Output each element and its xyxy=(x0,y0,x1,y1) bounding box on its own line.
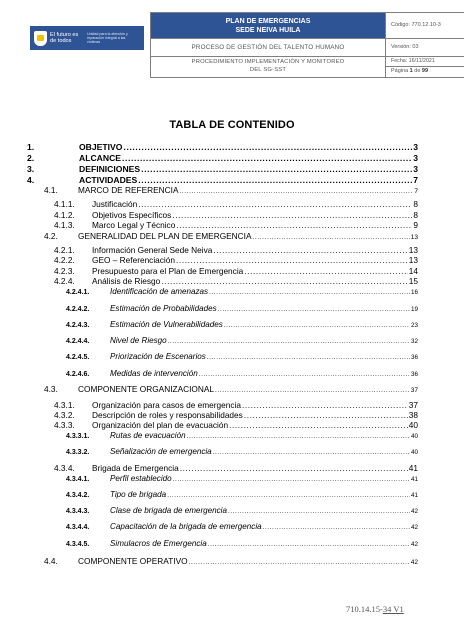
toc-entry[interactable] xyxy=(27,142,418,153)
toc-entry-number: 4.2.1. xyxy=(54,245,75,255)
toc-entry-number: 4.2.4.3. xyxy=(66,322,90,329)
page-of: de xyxy=(414,68,421,74)
toc-entry-number: 4.3.4.4. xyxy=(66,524,90,531)
toc-entry-title: COMPONENTE ORGANIZACIONAL xyxy=(78,384,214,394)
procedure-name xyxy=(150,57,386,78)
toc-leader xyxy=(176,220,412,230)
toc-entry-number: 4.3.3. xyxy=(54,420,75,430)
toc-entry[interactable] xyxy=(44,384,418,395)
toc-entry[interactable] xyxy=(66,431,418,442)
toc-leader xyxy=(208,541,410,548)
toc-entry-title: Estimación de Vulnerabilidades xyxy=(110,320,223,329)
toc-entry[interactable] xyxy=(66,490,418,501)
toc-entry-number: 4.3.4.5. xyxy=(66,541,90,548)
toc-leader xyxy=(253,234,410,241)
footer-code-prefix: 710.14.15- xyxy=(346,604,383,614)
toc-entry-number: 4.3.1. xyxy=(54,400,75,410)
toc-title: TABLA DE CONTENIDO xyxy=(169,119,295,131)
toc-entry-page: 41 xyxy=(410,492,418,499)
toc-entry-number: 4.4. xyxy=(44,556,58,566)
toc-entry-page: 36 xyxy=(410,371,418,378)
toc-leader xyxy=(213,245,407,255)
toc-entry-page: 36 xyxy=(410,354,418,361)
toc-entry-number: 4.3.4.2. xyxy=(66,492,90,499)
toc-leader xyxy=(180,463,408,473)
toc-entry-number: 4.2.4.2. xyxy=(66,306,90,313)
toc-entry[interactable] xyxy=(66,287,418,298)
toc-entry-number: 3. xyxy=(27,164,35,174)
toc-entry-page: 42 xyxy=(410,541,418,548)
toc-entry-page: 13 xyxy=(408,245,418,255)
toc-entry-page: 41 xyxy=(408,463,418,473)
toc-entry-number: 4.3.3.2. xyxy=(66,449,90,456)
toc-entry-title: MARCO DE REFERENCIA xyxy=(78,185,179,195)
toc-leader xyxy=(229,420,408,430)
toc-entry-title: Brigada de Emergencia xyxy=(92,463,179,473)
toc-entry-number: 4.2.2. xyxy=(54,255,75,265)
toc-entry-number: 4.3.4.3. xyxy=(66,508,90,515)
toc-entry-number: 4.2.4.4. xyxy=(66,338,90,345)
toc-entry[interactable] xyxy=(27,153,418,164)
toc-entry[interactable] xyxy=(27,164,418,175)
toc-leader xyxy=(122,153,412,163)
toc-entry-number: 4.1.1. xyxy=(54,199,75,209)
toc-entry-title: Organización del plan de evacuación xyxy=(92,420,229,430)
toc-entry-title: Identificación de amenazas xyxy=(110,287,209,296)
toc-leader xyxy=(173,476,410,483)
toc-entry-page: 41 xyxy=(410,476,418,483)
toc-entry-page: 19 xyxy=(410,306,418,313)
toc-entry-page: 40 xyxy=(408,420,418,430)
toc-entry[interactable] xyxy=(66,506,418,517)
toc-leader xyxy=(187,433,410,440)
toc-entry-page: 3 xyxy=(413,153,418,163)
toc-leader xyxy=(244,266,407,276)
toc-entry-page: 42 xyxy=(410,524,418,531)
toc-entry[interactable] xyxy=(66,539,418,550)
coat-of-arms-icon xyxy=(34,31,47,46)
toc-entry-page: 3 xyxy=(413,142,418,152)
toc-entry-page: 13 xyxy=(410,234,418,241)
toc-entry-number: 4.2.4.5. xyxy=(66,354,90,361)
toc-entry-page: 8 xyxy=(413,199,418,209)
toc-leader xyxy=(228,508,410,515)
toc-entry-number: 4.2.4.1. xyxy=(66,289,90,296)
toc-entry-title: OBJETIVO xyxy=(79,142,123,152)
toc-leader xyxy=(213,449,410,456)
toc-entry-number: 4.2.3. xyxy=(54,266,75,276)
toc-entry[interactable] xyxy=(44,185,418,196)
process-name: PROCESO DE GESTIÓN DEL TALENTO HUMANO xyxy=(150,39,386,57)
toc-entry-page: 40 xyxy=(410,433,418,440)
plan-title xyxy=(150,12,386,39)
toc-entry-page: 23 xyxy=(410,322,418,329)
toc-entry[interactable] xyxy=(54,220,418,231)
toc-leader xyxy=(176,255,408,265)
toc-entry[interactable] xyxy=(66,369,418,380)
toc-leader xyxy=(141,164,412,174)
toc-leader xyxy=(218,306,410,313)
toc-entry-title: DEFINICIONES xyxy=(79,164,141,174)
toc-leader xyxy=(215,387,410,394)
toc-entry-title: GENERALIDAD DEL PLAN DE EMERGENCIA xyxy=(78,231,252,241)
toc-entry-page: 9 xyxy=(413,220,418,230)
toc-leader xyxy=(224,322,410,329)
toc-entry-page: 42 xyxy=(410,508,418,515)
toc-entry-page: 7 xyxy=(413,175,418,185)
toc-leader xyxy=(180,188,414,195)
logo-cell xyxy=(24,12,150,78)
toc-entry-title: Organización para casos de emergencia xyxy=(92,400,241,410)
toc-entry-title: Simulacros de Emergencia xyxy=(110,539,207,548)
page-number: 1 xyxy=(409,68,413,74)
toc-entry[interactable] xyxy=(66,352,418,363)
toc-entry[interactable] xyxy=(44,231,418,242)
toc-entry-number: 4.3.3.1. xyxy=(66,433,90,440)
toc-entry-title: Objetivos Específicos xyxy=(92,210,172,220)
toc-entry[interactable] xyxy=(66,447,418,458)
toc-entry-page: 37 xyxy=(410,387,418,394)
toc-entry-page: 3 xyxy=(413,164,418,174)
toc-entry[interactable] xyxy=(44,556,418,567)
toc-entry-title: Rutas de evacuación xyxy=(110,431,186,440)
toc-entry[interactable] xyxy=(54,463,418,474)
plan-title-line1: PLAN DE EMERGENCIAS xyxy=(225,18,311,25)
toc-entry-page: 42 xyxy=(410,559,418,566)
toc-entry-page: 14 xyxy=(408,266,418,276)
toc-entry[interactable] xyxy=(54,199,418,210)
toc-entry-page: 8 xyxy=(413,210,418,220)
toc-entry[interactable] xyxy=(66,522,418,533)
toc-entry[interactable] xyxy=(54,276,418,287)
toc-entry-number: 4.1.3. xyxy=(54,220,75,230)
toc-leader xyxy=(138,199,412,209)
institution-logo xyxy=(30,26,144,50)
toc-entry-number: 4.3.2. xyxy=(54,410,75,420)
document-version: Versión: 03 xyxy=(386,39,464,57)
toc-leader xyxy=(161,276,408,286)
toc-leader xyxy=(263,524,410,531)
toc-entry-title: Análisis de Riesgo xyxy=(92,276,161,286)
toc-entry-page: 15 xyxy=(408,276,418,286)
toc-entry-number: 4.3. xyxy=(44,384,58,394)
toc-entry-title: Presupuesto para el Plan de Emergencia xyxy=(92,266,244,276)
toc-entry-page: 37 xyxy=(408,400,418,410)
document-footer-code xyxy=(346,604,404,614)
toc-entry-number: 4.2. xyxy=(44,231,58,241)
toc-leader xyxy=(172,210,412,220)
toc-entry-page: 40 xyxy=(410,449,418,456)
toc-entry-number: 4.2.4.6. xyxy=(66,371,90,378)
toc-leader xyxy=(209,289,410,296)
toc-entry[interactable] xyxy=(66,474,418,485)
toc-entry-page: 38 xyxy=(408,410,418,420)
toc-entry[interactable] xyxy=(66,304,418,315)
toc-entry-title: Tipo de brigada xyxy=(110,490,167,499)
page-label: Página xyxy=(391,68,409,74)
toc-entry-title: Descripción de roles y responsabilidades xyxy=(92,410,243,420)
toc-entry[interactable] xyxy=(66,320,418,331)
toc-leader xyxy=(168,338,410,345)
document-date: Fecha: 16/11/2021 xyxy=(386,57,464,67)
toc-entry-number: 4.1.2. xyxy=(54,210,75,220)
toc-entry-title: Señalización de emergencia xyxy=(110,447,212,456)
toc-entry-title: GEO – Referenciación xyxy=(92,255,176,265)
document-header xyxy=(24,12,445,78)
toc-entry-page: 16 xyxy=(410,289,418,296)
page-total: 99 xyxy=(421,68,429,74)
toc-entry[interactable] xyxy=(54,420,418,431)
procedure-line2: DEL SG-SST xyxy=(249,66,287,73)
toc-entry-number: 4.2.4. xyxy=(54,276,75,286)
toc-entry-title: Clase de brigada de emergencia xyxy=(110,506,227,515)
toc-entry-page: 7 xyxy=(414,188,418,195)
page-indicator xyxy=(386,67,464,78)
footer-code-suffix: V1 xyxy=(391,604,404,614)
toc-entry-title: Capacitación de la brigada de emergencia xyxy=(110,522,262,531)
logo-subtitle: Unidad para la atención y reparación integral a las víctimas xyxy=(87,31,128,45)
toc-entry-title: ALCANCE xyxy=(79,153,122,163)
toc-leader xyxy=(167,492,410,499)
toc-entry[interactable] xyxy=(66,336,418,347)
plan-title-line2: SEDE NEIVA HUILA xyxy=(235,27,301,34)
toc-entry-title: Estimación de Probabilidades xyxy=(110,304,217,313)
procedure-line1: PROCEDIMIENTO IMPLEMENTACIÓN Y MONITOREO xyxy=(191,59,345,65)
toc-entry-title: COMPONENTE OPERATIVO xyxy=(78,556,188,566)
toc-entry-number: 4.3.4.1. xyxy=(66,476,90,483)
toc-entry-number: 1. xyxy=(27,142,35,152)
toc-leader xyxy=(242,400,408,410)
toc-entry-number: 2. xyxy=(27,153,35,163)
toc-entry-page: 13 xyxy=(408,255,418,265)
toc-entry-title: Nivel de Riesgo xyxy=(110,336,167,345)
toc-entry[interactable] xyxy=(54,255,418,266)
toc-leader xyxy=(123,142,412,152)
toc-leader xyxy=(199,371,410,378)
toc-leader xyxy=(207,354,410,361)
toc-leader xyxy=(189,559,410,566)
toc-entry-title: Justificación xyxy=(92,199,138,209)
toc-entry-title: Perfil establecido xyxy=(110,474,172,483)
footer-code-struck: 34 xyxy=(382,604,392,614)
toc-entry-number: 4. xyxy=(27,175,35,185)
toc-leader xyxy=(138,175,412,185)
document-code: Código: 770.12.10-3 xyxy=(386,12,464,39)
toc-entry-title: ACTIVIDADES xyxy=(79,175,138,185)
toc-entry-title: Medidas de intervención xyxy=(110,369,198,378)
logo-title: El futuro es de todos xyxy=(50,31,79,44)
toc-entry-number: 4.3.4. xyxy=(54,463,75,473)
toc-leader xyxy=(244,410,408,420)
toc-entry-title: Información General Sede Neiva xyxy=(92,245,213,255)
toc-entry-title: Priorización de Escenarios xyxy=(110,352,206,361)
toc-entry-title: Marco Legal y Técnico xyxy=(92,220,176,230)
toc-entry-page: 32 xyxy=(410,338,418,345)
toc-entry-number: 4.1. xyxy=(44,185,58,195)
